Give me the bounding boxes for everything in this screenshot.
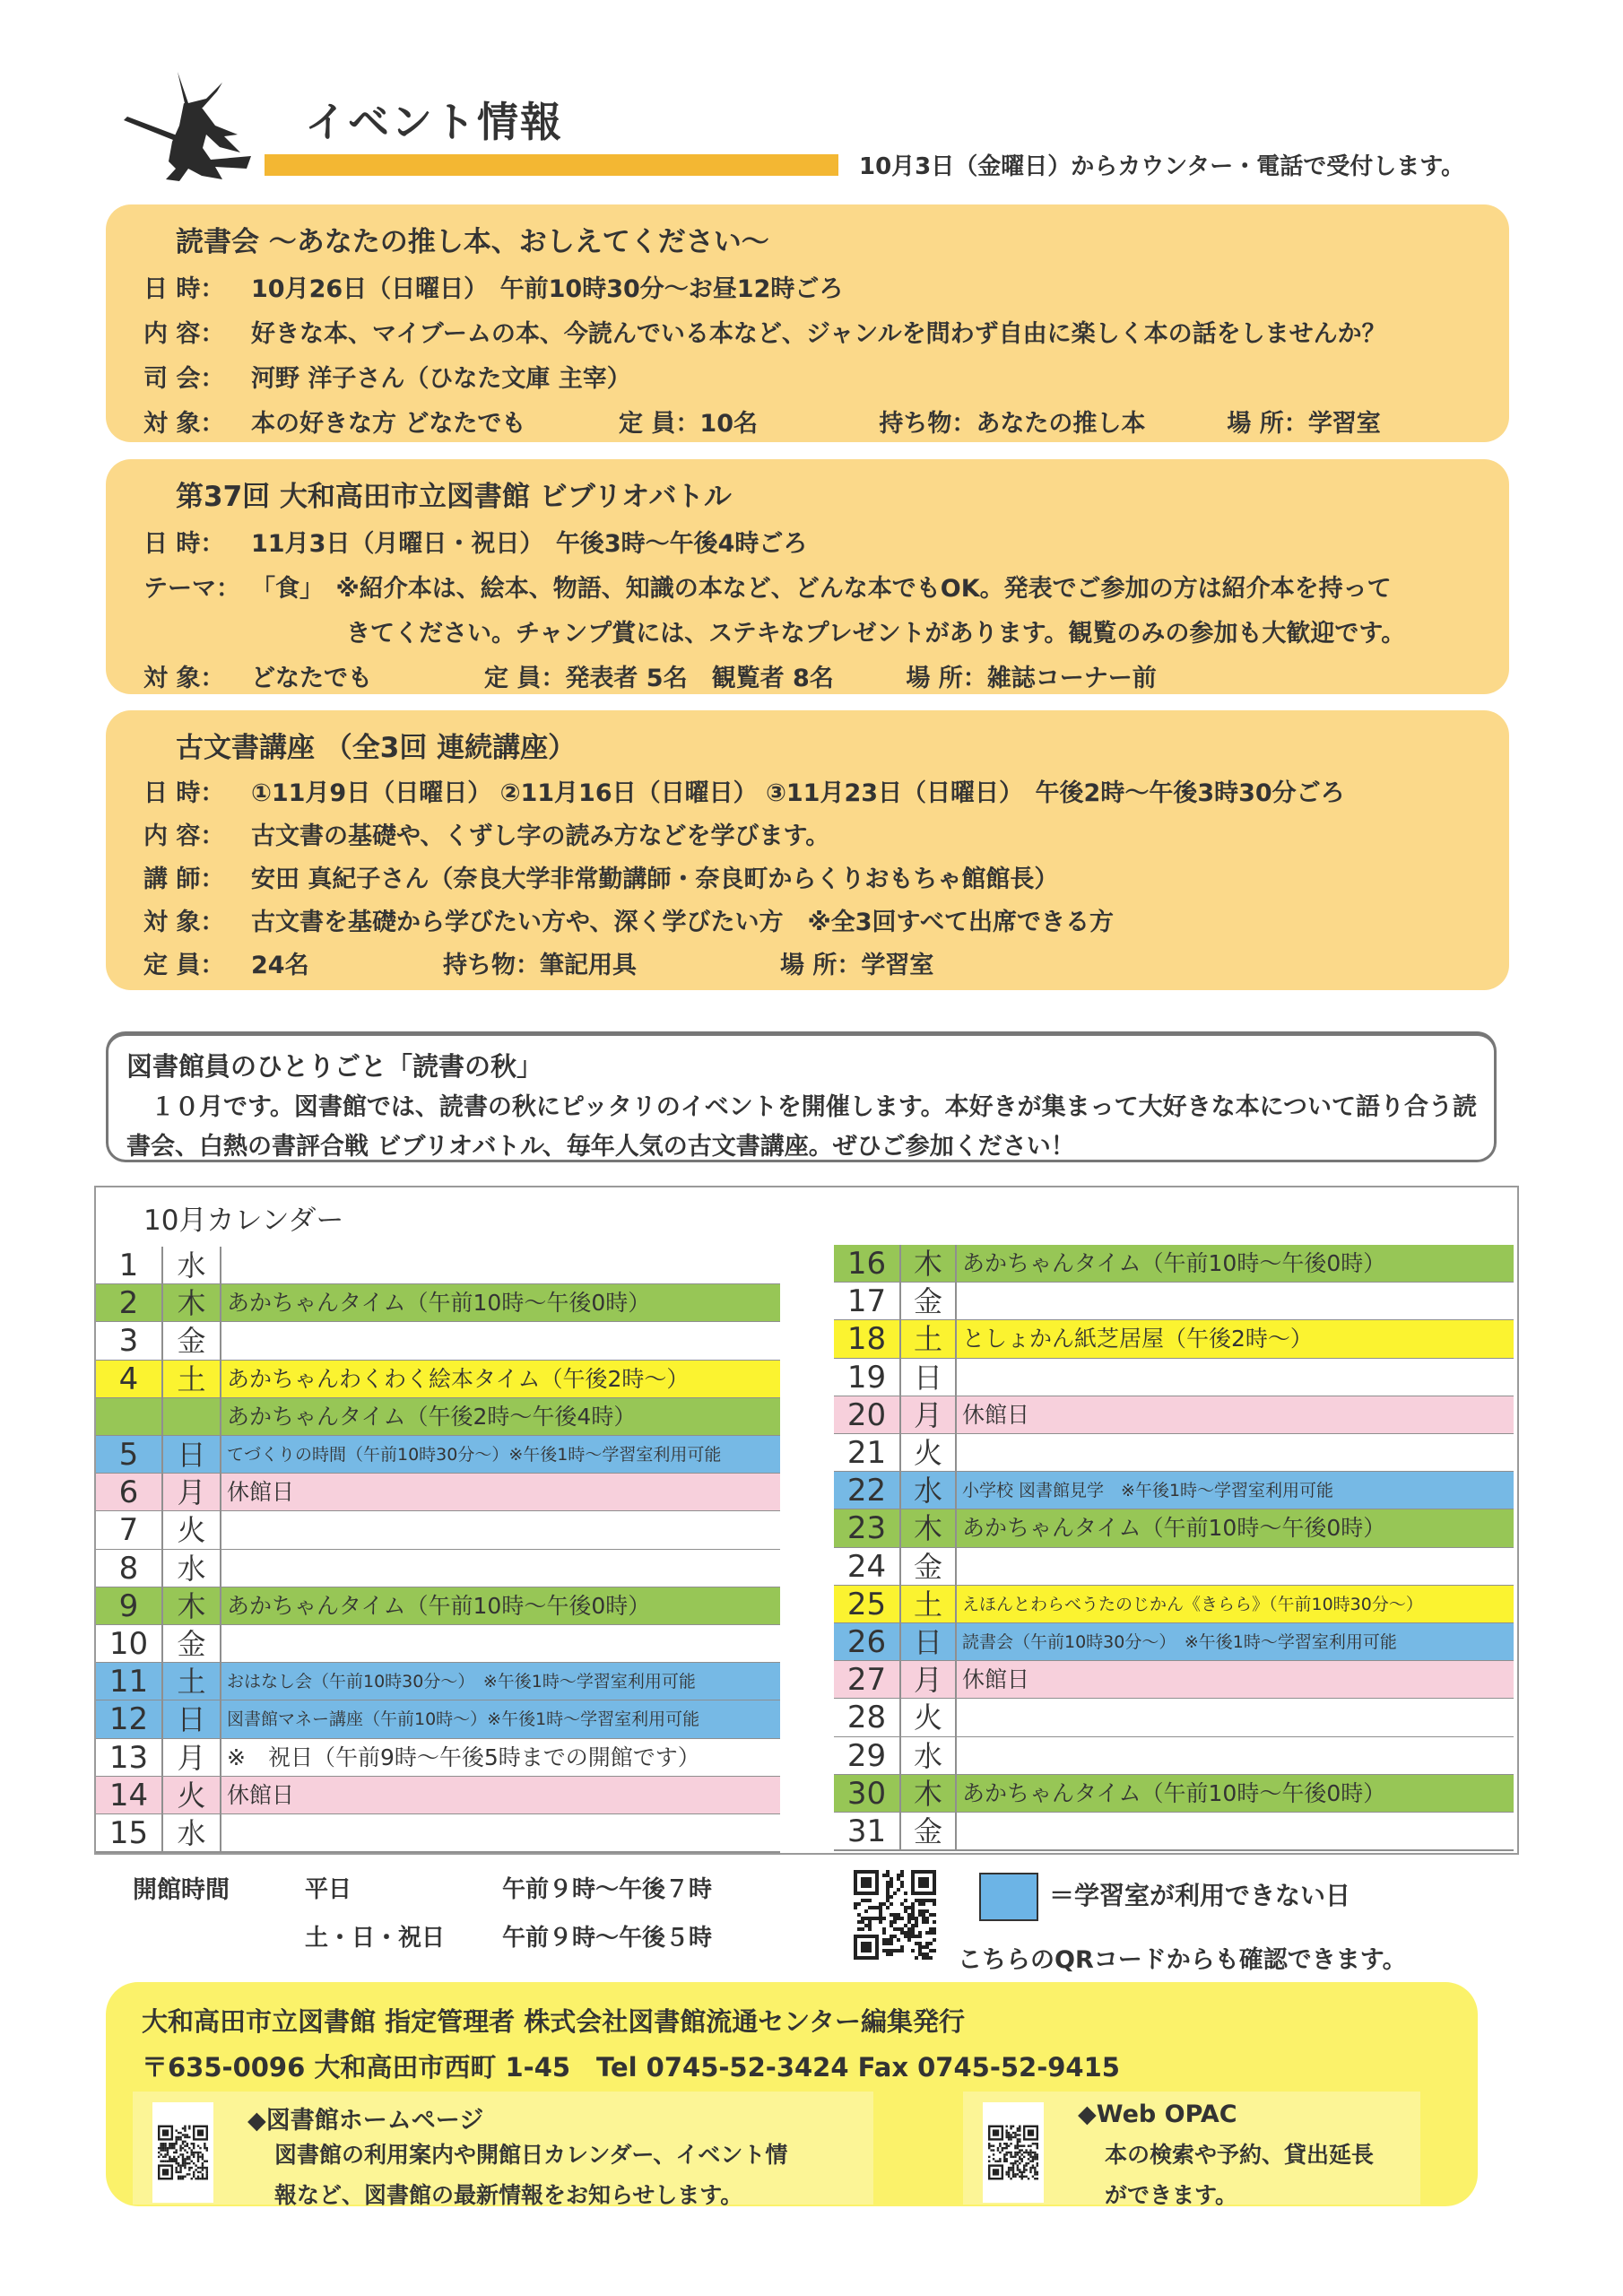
weekend-label: 土・日・祝日 <box>305 1925 446 1952</box>
calendar-weekday <box>163 1398 221 1435</box>
calendar-day-number: 18 <box>834 1320 901 1357</box>
calendar-day-number: 31 <box>834 1813 901 1849</box>
calendar-row <box>834 1320 1514 1359</box>
calendar-weekday: 金 <box>901 1548 957 1585</box>
calendar-row <box>834 1434 1514 1473</box>
calendar-row <box>96 1587 780 1626</box>
footer-box <box>106 1982 1478 2206</box>
calendar-weekday: 日 <box>901 1623 957 1660</box>
calendar-row <box>96 1398 780 1437</box>
calendar-row <box>834 1509 1514 1548</box>
calendar-day-number: 14 <box>96 1777 163 1813</box>
calendar-weekday: 金 <box>163 1322 221 1359</box>
calendar-event-text: 読書会（午前10時30分～） ※午後1時～学習室利用可能 <box>962 1632 1397 1652</box>
event-content <box>143 816 829 851</box>
value: 河野 洋子さん（ひなた文庫 主宰） <box>251 365 631 393</box>
calendar-weekday: 日 <box>163 1436 221 1473</box>
calendar-weekday: 月 <box>901 1396 957 1433</box>
label: 持ち物： <box>879 410 976 438</box>
event-details <box>143 658 1157 693</box>
calendar-event-text: 図書館マネー講座（午前10時～）※午後1時～学習室利用可能 <box>227 1709 700 1730</box>
value: 「食」 ※紹介本は、絵本、物語、知識の本など、どんな本でもOK。発表でご参加の方は紹介本を持って <box>251 575 1392 603</box>
calendar-weekday: 金 <box>901 1283 957 1319</box>
qr-note: こちらのQRコードからも確認できます。 <box>958 1946 1407 1974</box>
column-body: １０月です。図書館では、読書の秋にピッタリのイベントを開催します。本好きが集まって大好きな本について語り合う読書会、白熱の書評合戦 ビブリオバトル、毎年人気の古文書講座。ぜひご参加ください！ <box>126 1093 1478 1161</box>
label: 内 容： <box>143 320 225 348</box>
calendar-row <box>834 1396 1514 1435</box>
event-title: 古文書講座 （全3回 連続講座） <box>176 732 577 764</box>
calendar-event-text: としょかん紙芝居屋（午後2時～） <box>962 1326 1313 1352</box>
calendar-row <box>96 1474 780 1512</box>
label: 内 容： <box>143 822 225 850</box>
value: 学習室 <box>861 952 934 979</box>
value: あなたの推し本 <box>976 410 1146 438</box>
calendar-event-text: あかちゃんタイム（午前10時～午後0時） <box>962 1250 1386 1276</box>
calendar-day-number: 2 <box>96 1284 163 1321</box>
value: 筆記用具 <box>540 952 637 979</box>
event-host <box>143 359 631 394</box>
calendar-row <box>96 1436 780 1474</box>
calendar-day-number: 1 <box>96 1247 163 1283</box>
calendar-weekday: 水 <box>163 1247 221 1283</box>
qr-code-calendar[interactable] <box>854 1870 936 1960</box>
calendar-weekday: 土 <box>163 1663 221 1700</box>
qr-code-homepage[interactable] <box>158 2109 208 2196</box>
publisher: 大和高田市立図書館 指定管理者 株式会社図書館流通センター編集発行 <box>142 2006 966 2037</box>
calendar-event-text <box>957 1283 1514 1319</box>
calendar-event-text: 休館日 <box>962 1401 1030 1428</box>
calendar-row <box>96 1247 780 1285</box>
calendar-day-number: 4 <box>96 1361 163 1397</box>
calendar-row <box>834 1548 1514 1587</box>
calendar-row <box>96 1322 780 1361</box>
value: 10名 <box>699 410 758 438</box>
label: テーマ： <box>143 575 240 603</box>
calendar-day-number: 25 <box>834 1586 901 1622</box>
calendar-row <box>96 1361 780 1399</box>
calendar-weekday: 金 <box>163 1625 221 1662</box>
label: 講 師： <box>143 865 225 893</box>
calendar-weekday: 日 <box>163 1700 221 1737</box>
calendar-event-text: あかちゃんタイム（午前10時～午後0時） <box>962 1779 1386 1806</box>
value: 本の好きな方 どなたでも <box>251 410 526 438</box>
calendar-day-number: 26 <box>834 1623 901 1660</box>
librarian-column <box>106 1031 1497 1162</box>
label: 日 時： <box>143 779 225 807</box>
weekday-label: 平日 <box>305 1876 352 1903</box>
page-title: イベント情報 <box>305 98 563 146</box>
calendar-weekday: 火 <box>163 1511 221 1548</box>
calendar-event-text <box>221 1247 780 1283</box>
calendar-day-number: 20 <box>834 1396 901 1433</box>
value: 発表者 5名 観覧者 8名 <box>565 665 834 692</box>
label: 定 員： <box>484 665 566 692</box>
opac-desc: 本の検索や予約、貸出延長ができます。 <box>1105 2142 1375 2208</box>
event-details <box>143 404 1381 439</box>
calendar-weekday: 月 <box>163 1739 221 1776</box>
calendar-row <box>834 1699 1514 1737</box>
label: 対 象： <box>143 410 225 438</box>
calendar-weekday: 日 <box>901 1359 957 1396</box>
label: 持ち物： <box>443 952 540 979</box>
event-theme-cont <box>346 613 1405 648</box>
calendar-row <box>834 1245 1514 1283</box>
calendar-weekday: 土 <box>163 1361 221 1397</box>
event-card-reading-club <box>106 204 1509 442</box>
value: ①11月9日（日曜日） ②11月16日（日曜日） ③11月23日（日曜日） 午後2時～午後3時30分ごろ <box>251 779 1345 807</box>
calendar-weekday: 月 <box>901 1661 957 1698</box>
calendar-day-number: 9 <box>96 1587 163 1624</box>
calendar-day-number: 15 <box>96 1814 163 1851</box>
calendar-event-text <box>221 1625 780 1662</box>
event-lecturer <box>143 859 1058 894</box>
calendar-event-text: 小学校 図書館見学 ※午後1時～学習室利用可能 <box>962 1481 1334 1501</box>
calendar-weekday: 木 <box>163 1284 221 1321</box>
calendar-day-number: 3 <box>96 1322 163 1359</box>
value: 雑誌コーナー前 <box>986 665 1157 692</box>
legend-swatch-blue <box>979 1873 1038 1921</box>
calendar-row <box>834 1623 1514 1662</box>
calendar-row <box>96 1550 780 1588</box>
calendar-day-number: 5 <box>96 1436 163 1473</box>
event-title: 読書会 ～あなたの推し本、おしえてください～ <box>176 226 769 258</box>
value: 10月26日（日曜日） 午前10時30分～お昼12時ごろ <box>251 275 844 303</box>
calendar-day-number: 16 <box>834 1245 901 1282</box>
event-card-old-documents <box>106 710 1509 990</box>
calendar-event-text <box>957 1434 1514 1471</box>
calendar-day-number: 21 <box>834 1434 901 1471</box>
calendar-event-text: あかちゃんタイム（午後2時～午後4時） <box>227 1403 637 1430</box>
calendar-event-text: あかちゃんタイム（午前10時～午後0時） <box>962 1515 1386 1542</box>
calendar-event-text <box>957 1737 1514 1774</box>
calendar-weekday: 月 <box>163 1474 221 1510</box>
calendar-day-number: 13 <box>96 1739 163 1776</box>
contact-address: 〒635-0096 大和高田市西町 1-45 Tel 0745-52-3424 Fax 0745-52-9415 <box>142 2052 1120 2083</box>
calendar-weekday: 火 <box>901 1699 957 1735</box>
qr-code-opac[interactable] <box>988 2109 1038 2196</box>
calendar-weekday: 土 <box>901 1586 957 1622</box>
calendar-row <box>96 1700 780 1739</box>
calendar-event-text: ※ 祝日（午前9時～午後5時までの開館です） <box>227 1744 700 1770</box>
calendar-day-number: 22 <box>834 1472 901 1509</box>
value: どなたでも <box>251 665 372 692</box>
calendar-day-number: 12 <box>96 1700 163 1737</box>
opac-panel <box>963 2092 1420 2208</box>
calendar-row <box>96 1625 780 1664</box>
event-card-bibliobattle <box>106 459 1509 694</box>
homepage-panel <box>133 2092 873 2208</box>
label: 日 時： <box>143 530 225 558</box>
calendar-event-text: あかちゃんタイム（午前10時～午後0時） <box>227 1592 651 1619</box>
legend-text: ＝学習室が利用できない日 <box>1049 1881 1351 1910</box>
calendar-row <box>96 1284 780 1323</box>
homepage-desc: 図書館の利用案内や開館日カレンダー、イベント情報など、図書館の最新情報をお知らせします。 <box>274 2142 788 2208</box>
calendar-weekday: 水 <box>163 1550 221 1587</box>
calendar-day-number: 17 <box>834 1283 901 1319</box>
opac-title[interactable]: ◆Web OPAC <box>1078 2100 1237 2128</box>
label: 日 時： <box>143 275 225 303</box>
calendar-row <box>834 1775 1514 1813</box>
value: 24名 <box>251 952 309 979</box>
calendar-weekday: 火 <box>901 1434 957 1471</box>
calendar-day-number: 6 <box>96 1474 163 1510</box>
event-theme <box>143 569 1392 604</box>
calendar-row <box>96 1663 780 1701</box>
calendar-weekday: 水 <box>901 1472 957 1509</box>
homepage-title[interactable]: ◆図書館ホームページ <box>247 2107 484 2135</box>
calendar-day-number: 30 <box>834 1775 901 1812</box>
calendar-event-text <box>957 1699 1514 1735</box>
calendar-event-text <box>221 1511 780 1548</box>
event-target <box>143 902 1114 937</box>
calendar-event-text <box>221 1322 780 1359</box>
calendar-row <box>834 1661 1514 1700</box>
title-underline <box>265 154 838 176</box>
calendar-row <box>96 1739 780 1778</box>
calendar-event-text <box>221 1550 780 1587</box>
calendar-weekday: 木 <box>163 1587 221 1624</box>
calendar-row <box>96 1511 780 1550</box>
calendar-event-text <box>221 1814 780 1851</box>
calendar-day-number: 19 <box>834 1359 901 1396</box>
weekend-hours: 午前９時～午後５時 <box>502 1925 713 1952</box>
calendar-event-text: 休館日 <box>227 1781 295 1808</box>
witch-icon <box>117 63 260 193</box>
calendar-title: 10月カレンダー <box>143 1205 344 1237</box>
label: 場 所： <box>1227 410 1308 438</box>
calendar-event-text: あかちゃんわくわく絵本タイム（午後2時～） <box>227 1365 690 1392</box>
hours-label: 開館時間 <box>133 1876 230 1904</box>
calendar-event-text: おはなし会（午前10時30分～） ※午後1時～学習室利用可能 <box>227 1672 696 1692</box>
calendar-weekday: 水 <box>163 1814 221 1851</box>
calendar-weekday: 木 <box>901 1509 957 1546</box>
calendar-event-text: 休館日 <box>962 1666 1030 1693</box>
label: 対 象： <box>143 909 225 936</box>
label: 場 所： <box>780 952 862 979</box>
calendar-event-text: えほんとわらべうたのじかん《きらら》（午前10時30分～） <box>962 1594 1423 1614</box>
event-datetime <box>143 269 843 304</box>
calendar-weekday: 火 <box>163 1777 221 1813</box>
label: 司 会： <box>143 365 225 393</box>
value: 学習室 <box>1307 410 1381 438</box>
event-datetime <box>143 524 807 559</box>
weekday-hours: 午前９時～午後７時 <box>502 1876 713 1903</box>
calendar-day-number <box>96 1398 163 1435</box>
calendar-day-number: 7 <box>96 1511 163 1548</box>
calendar-event-text <box>957 1359 1514 1396</box>
calendar-row <box>834 1813 1514 1851</box>
column-title: 図書館員のひとりごと「読書の秋」 <box>126 1051 543 1082</box>
calendar-event-text: てづくりの時間（午前10時30分～）※午後1時～学習室利用可能 <box>227 1445 722 1465</box>
event-title: 第37回 大和高田市立図書館 ビブリオバトル <box>176 481 732 513</box>
calendar-day-number: 8 <box>96 1550 163 1587</box>
event-details <box>143 945 933 980</box>
calendar-weekday: 金 <box>901 1813 957 1849</box>
value: 11月3日（月曜日・祝日） 午後3時～午後4時ごろ <box>251 530 808 558</box>
calendar-weekday: 木 <box>901 1775 957 1812</box>
calendar-day-number: 28 <box>834 1699 901 1735</box>
calendar-row <box>96 1814 780 1853</box>
calendar-day-number: 11 <box>96 1663 163 1700</box>
value: 古文書を基礎から学びたい方や、深く学びたい方 ※全3回すべて出席できる方 <box>251 909 1114 936</box>
calendar-event-text: 休館日 <box>227 1479 295 1506</box>
calendar-event-text <box>957 1548 1514 1585</box>
label: 定 員： <box>619 410 700 438</box>
calendar-day-number: 24 <box>834 1548 901 1585</box>
calendar-weekday: 木 <box>901 1245 957 1282</box>
label: 対 象： <box>143 665 225 692</box>
calendar-day-number: 27 <box>834 1661 901 1698</box>
calendar-day-number: 29 <box>834 1737 901 1774</box>
value: 古文書の基礎や、くずし字の読み方などを学びます。 <box>251 822 830 850</box>
value: 安田 真紀子さん（奈良大学非常勤講師・奈良町からくりおもちゃ館館長） <box>251 865 1059 893</box>
label: 場 所： <box>906 665 987 692</box>
value: きてください。チャンプ賞には、ステキなプレゼントがあります。観覧のみの参加も大歓迎です。 <box>346 620 1406 648</box>
calendar-row <box>834 1283 1514 1321</box>
calendar-day-number: 23 <box>834 1509 901 1546</box>
calendar-event-text <box>957 1813 1514 1849</box>
label: 定 員： <box>143 952 225 979</box>
calendar-row <box>96 1777 780 1815</box>
calendar-row <box>834 1359 1514 1397</box>
calendar-row <box>834 1586 1514 1624</box>
calendar-row <box>834 1472 1514 1510</box>
registration-note: 10月3日（金曜日）からカウンター・電話で受付します。 <box>859 153 1465 180</box>
calendar-weekday: 土 <box>901 1320 957 1357</box>
value: 好きな本、マイブームの本、今読んでいる本など、ジャンルを問わず自由に楽しく本の話をしませんか？ <box>251 320 1386 348</box>
event-datetime <box>143 773 1345 808</box>
event-content <box>143 314 1386 349</box>
calendar-weekday: 水 <box>901 1737 957 1774</box>
calendar-row <box>834 1737 1514 1776</box>
calendar-event-text: あかちゃんタイム（午前10時～午後0時） <box>227 1290 651 1317</box>
calendar-day-number: 10 <box>96 1625 163 1662</box>
